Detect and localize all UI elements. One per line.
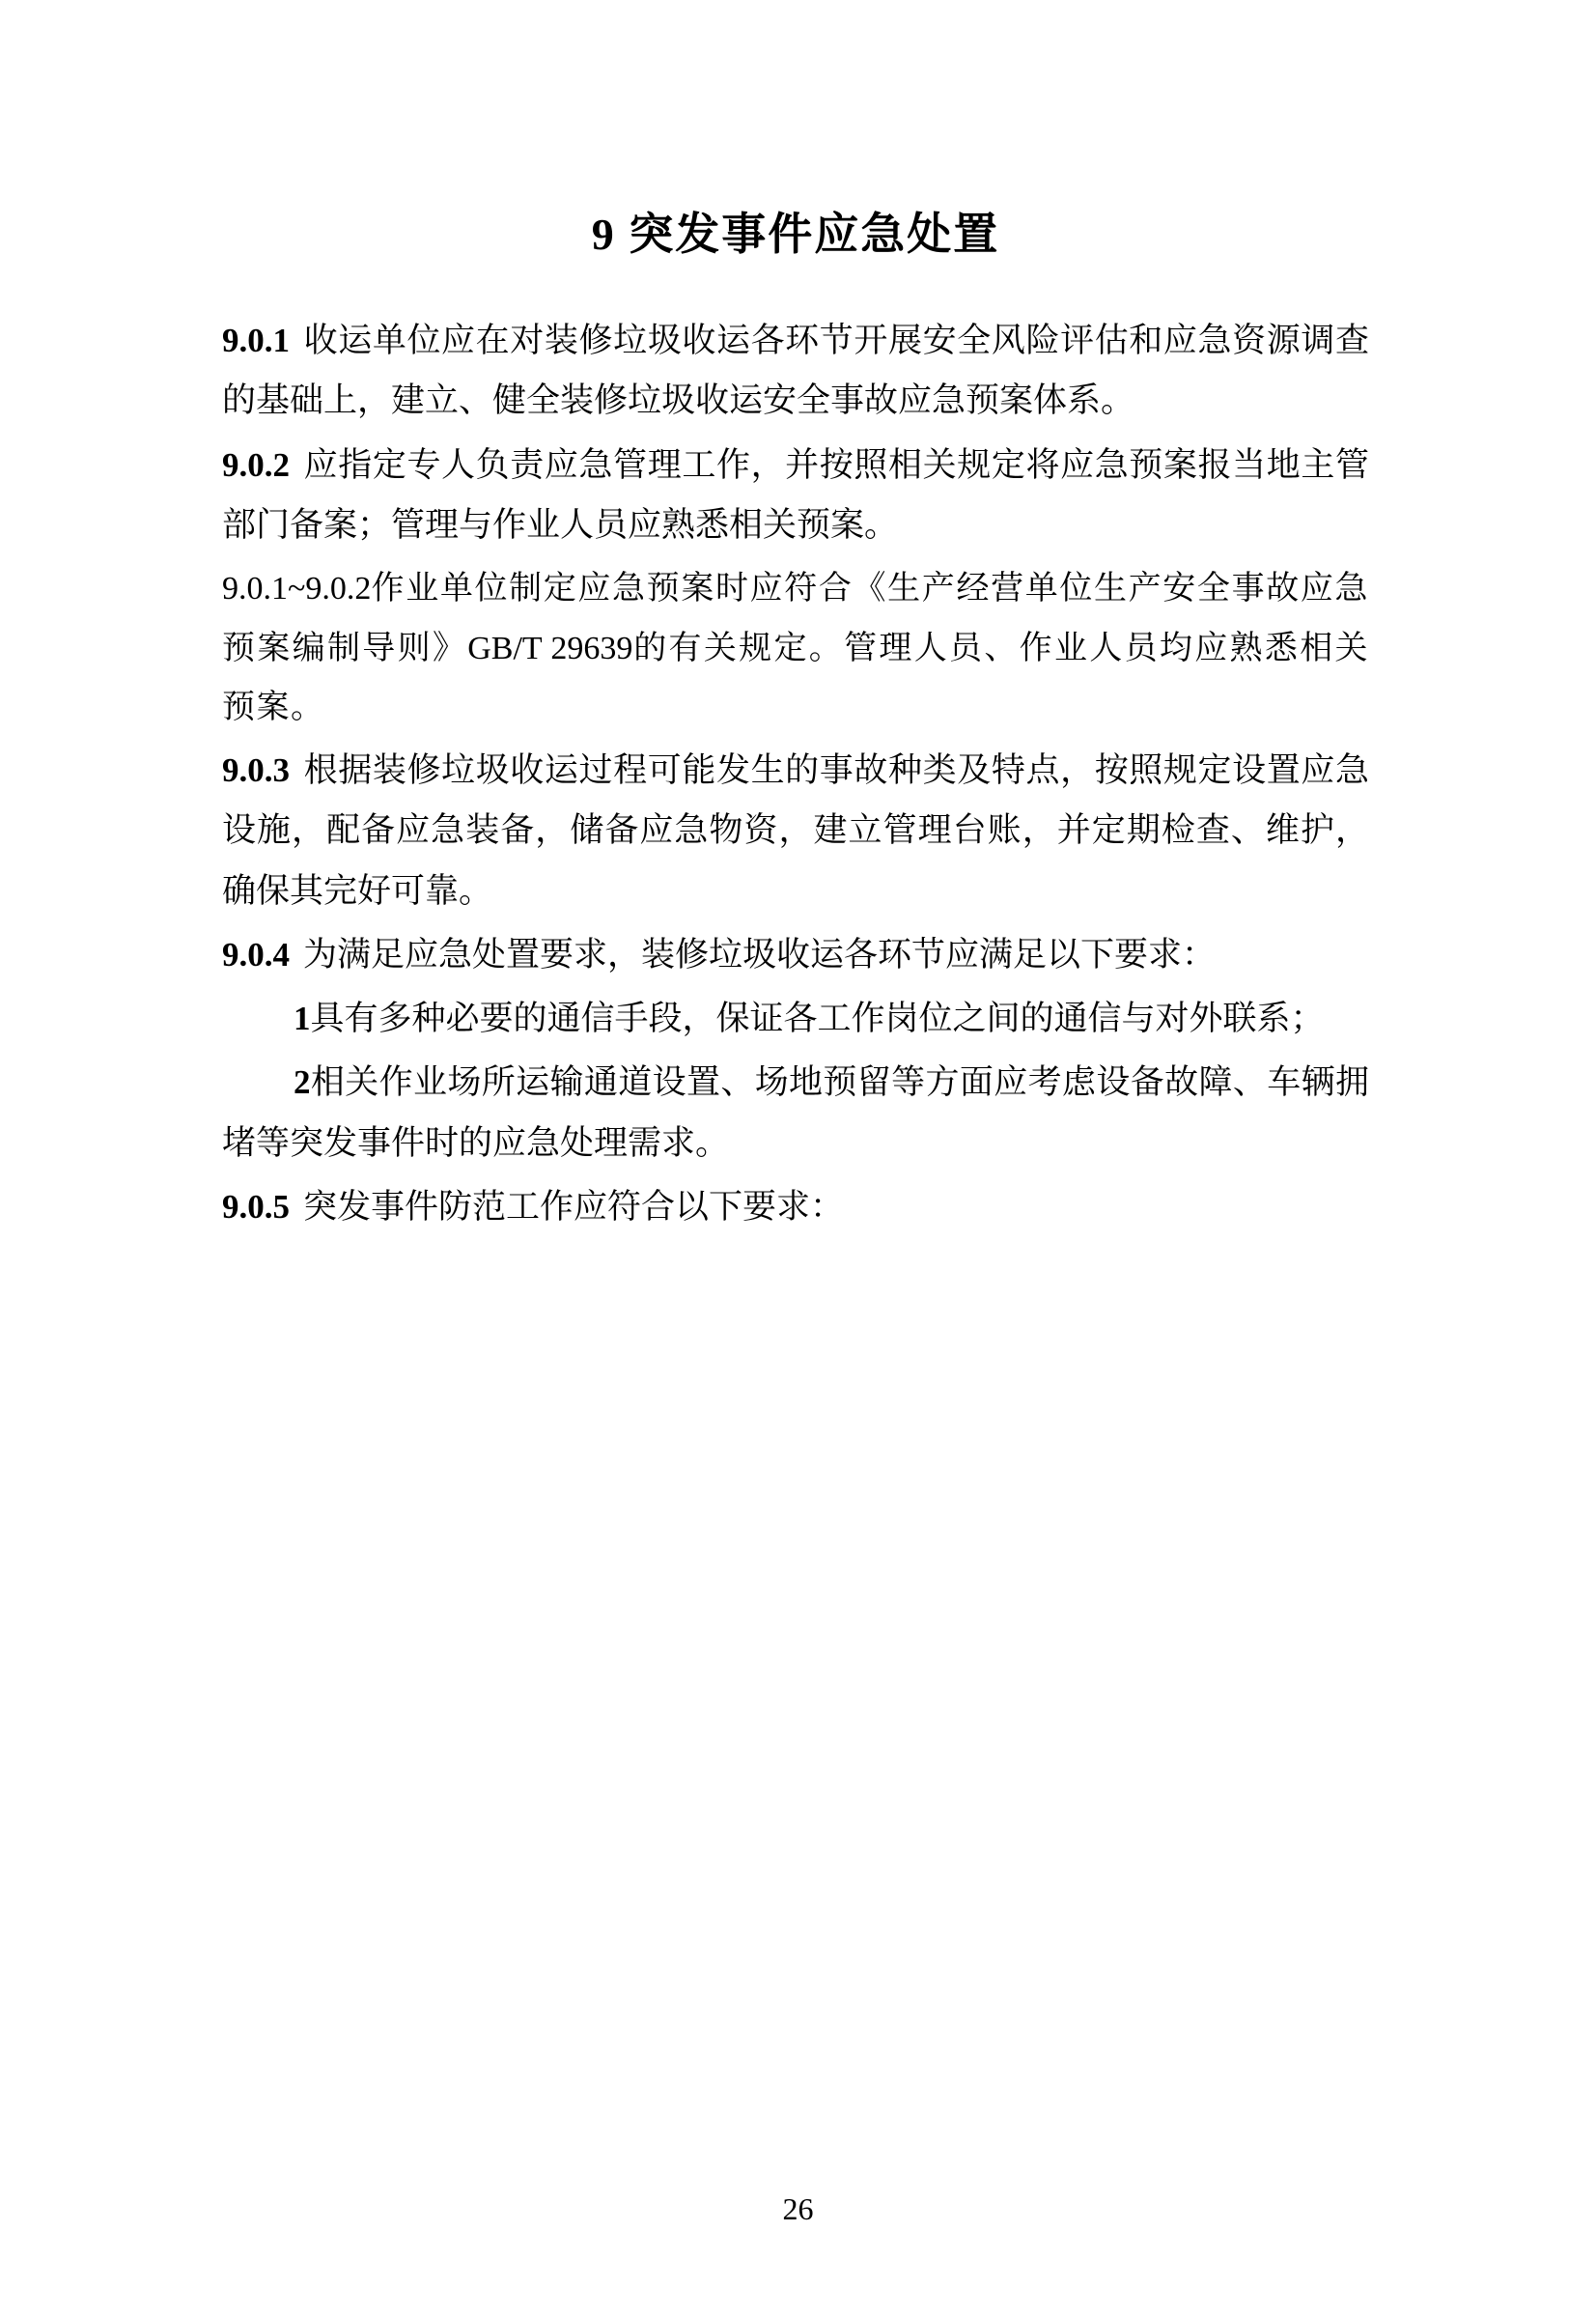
- clause-text: 突发事件防范工作应符合以下要求：: [303, 1188, 845, 1226]
- clause-number: 9.0.4: [222, 935, 290, 974]
- clause-9-0-2: [222, 436, 1369, 556]
- clause-number: 9.0.1: [222, 322, 290, 360]
- explanation-text-part2: 的有关规定。管理人员、作业人员均应熟悉相关预案。: [222, 628, 1370, 727]
- clause-text: 为满足应急处置要求，装修垃圾收运各环节应满足以下要求：: [303, 935, 1217, 974]
- clause-number: 9.0.2: [222, 445, 290, 484]
- clause-number: 9.0.5: [222, 1188, 290, 1226]
- clause-text: 根据装修垃圾收运过程可能发生的事故种类及特点，按照规定设置应急设施，配备应急装备，储备应急物资，建立管理台账，并定期检查、维护，确保其完好可靠。: [222, 750, 1369, 910]
- page-title: 9 突发事件应急处置: [591, 210, 1000, 259]
- clause-explanation: [222, 559, 1369, 737]
- clause-text: 应指定专人负责应急管理工作，并按照相关规定将应急预案报当地主管部门备案；管理与作业人员应熟悉相关预案。: [222, 445, 1369, 545]
- list-item-number: 2: [294, 1063, 311, 1102]
- clause-9-0-1: [222, 311, 1369, 432]
- list-item: [222, 1053, 1369, 1173]
- list-item-text: 具有多种必要的通信手段，保证各工作岗位之间的通信与对外联系；: [310, 1000, 1325, 1038]
- explanation-text-part1: 作业单位制定应急预案时应符合《生产经营单位生产安全事故应急预案编制导则》: [222, 569, 1369, 667]
- clause-text: 收运单位应在对装修垃圾收运各环节开展安全风险评估和应急资源调查的基础上，建立、健全装修垃圾收运安全事故应急预案体系。: [222, 322, 1369, 420]
- explanation-range: 9.0.1~9.0.2: [222, 571, 372, 607]
- clause-9-0-3: [222, 741, 1369, 921]
- list-item-number: 1: [294, 1000, 311, 1038]
- page-number: 26: [782, 2191, 814, 2226]
- clause-9-0-5: [222, 1177, 1369, 1237]
- list-item: [222, 989, 1369, 1049]
- clause-9-0-4: [222, 925, 1369, 985]
- standard-code: GB/T 29639: [467, 630, 633, 666]
- list-item-text: 相关作业场所运输通道设置、场地预留等方面应考虑设备故障、车辆拥堵等突发事件时的应急处理需求。: [222, 1063, 1369, 1162]
- clause-number: 9.0.3: [222, 750, 290, 789]
